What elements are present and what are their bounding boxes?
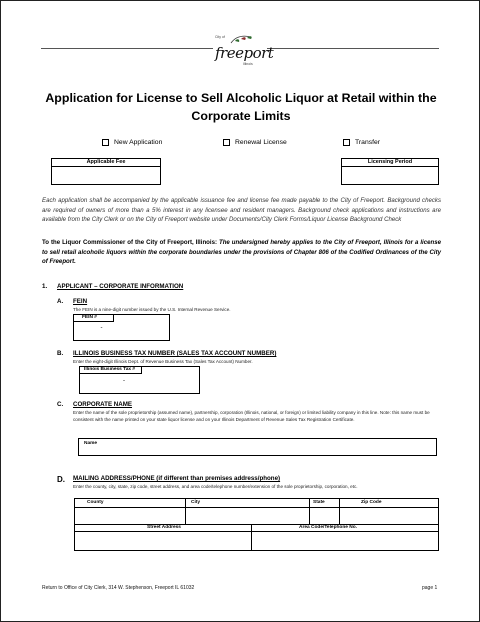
footer-return-address: Return to Office of City Clerk, 314 W. Stephenson, Freeport IL 61032 <box>42 585 195 591</box>
fein-title: FEIN <box>73 298 88 305</box>
tax-description: Enter the eight-digit Illinois Dept. of Revenue Business Tax (Sales Tax Account) Number. <box>73 359 253 364</box>
transfer-option[interactable] <box>343 139 380 146</box>
title-line-2: Corporate Limits <box>191 109 291 123</box>
transfer-label: Transfer <box>355 139 381 146</box>
renewal-license-label: Renewal License <box>235 139 287 146</box>
mailing-col-divider-4 <box>251 524 252 551</box>
zip-label: Zip Code <box>361 500 382 505</box>
footer-page-number: page 1 <box>422 585 438 591</box>
transfer-checkbox[interactable] <box>343 139 350 146</box>
fein-letter: A. <box>57 298 64 305</box>
fein-description: The FEIN is a nine-digit number issued by the U.S. Internal Revenue Service. <box>73 307 231 312</box>
mailing-address-table <box>74 498 439 551</box>
logo-state: Illinois <box>243 62 253 66</box>
new-application-checkbox[interactable] <box>102 139 109 146</box>
page-title <box>1 89 480 125</box>
corporate-name-heading <box>57 401 132 408</box>
mailing-col-divider-2 <box>309 499 310 524</box>
new-application-label: New Application <box>114 139 163 146</box>
zip-input[interactable] <box>341 508 437 523</box>
mailing-title: MAILING ADDRESS/PHONE (if different than premises address/phone) <box>73 475 281 482</box>
logo-rule-right <box>267 48 439 49</box>
applicable-fee-field[interactable] <box>52 167 160 185</box>
tax-title: ILLINOIS BUSINESS TAX NUMBER (SALES TAX ACCOUNT NUMBER) <box>73 350 277 357</box>
tax-heading <box>57 350 276 357</box>
logo-rule-left <box>41 48 213 49</box>
commissioner-body: The undersigned hereby applies to the City of Freeport, Illinois for a license to sell retail alcoholic liquors within the corporate boundaries under the provisions of Chapter 806 of the Codified Ordinances of the City of Freeport. <box>42 239 441 266</box>
licensing-period-box <box>341 158 439 185</box>
tax-field-box <box>79 366 200 394</box>
commissioner-paragraph <box>42 238 441 267</box>
city-label: City <box>191 500 201 505</box>
title-line-1: Application for License to Sell Alcoholic Liquor at Retail within the <box>45 91 437 105</box>
applicable-fee-box <box>51 158 161 185</box>
section-1-title: APPLICANT – CORPORATE INFORMATION <box>57 283 184 290</box>
mailing-col-divider-3 <box>339 499 340 524</box>
corporate-name-label: Name <box>84 441 98 446</box>
corporate-name-letter: C. <box>57 401 64 408</box>
section-1-number: 1. <box>42 283 48 290</box>
new-application-option[interactable] <box>102 139 162 146</box>
fein-field-label: FEIN # <box>74 315 114 322</box>
fein-input[interactable]: - <box>100 325 103 331</box>
renewal-license-option[interactable] <box>223 139 287 146</box>
city-input[interactable] <box>187 508 308 523</box>
mailing-col-divider-1 <box>185 499 186 524</box>
tax-letter: B. <box>57 350 64 357</box>
corporate-name-title: CORPORATE NAME <box>73 401 133 408</box>
mailing-letter: D. <box>57 475 65 484</box>
licensing-period-field[interactable] <box>342 167 438 185</box>
logo-wordmark: freeport <box>215 44 274 62</box>
street-input[interactable] <box>76 532 250 550</box>
intro-paragraph: Each application shall be accompanied by the applicable issuance fee and license fee made payable to the City of Freeport. Background checks are required of owners of more than a 5% interest in any licensee and resident managers. Background check applications and instructions are available from the City Clerk or on the City of Freeport website under Documents/City Clerk Forms/Liquor License Background Check <box>42 197 441 224</box>
phone-input[interactable] <box>253 532 437 550</box>
street-label: Street Address <box>147 525 181 530</box>
state-input[interactable] <box>311 508 338 523</box>
mailing-description: Enter the county, city, state, zip code, street address, and area code/telephone number/extension of the sole proprietorship, corporation, etc. <box>73 484 358 489</box>
state-label: State <box>313 500 325 505</box>
phone-label: Area Code/Telephone No. <box>299 525 358 530</box>
logo-city-of: City of <box>215 35 225 39</box>
renewal-license-checkbox[interactable] <box>223 139 230 146</box>
county-label: County <box>87 500 104 505</box>
licensing-period-label: Licensing Period <box>342 159 438 167</box>
applicable-fee-label: Applicable Fee <box>52 159 160 167</box>
mailing-row-divider <box>75 524 438 525</box>
commissioner-lead: To the Liquor Commissioner of the City of Freeport, Illinois: <box>42 239 218 246</box>
fein-heading <box>57 298 87 305</box>
tax-input[interactable]: - <box>123 378 125 384</box>
county-input[interactable] <box>76 508 184 523</box>
fein-field-box <box>73 314 170 341</box>
corporate-name-field[interactable] <box>78 438 437 456</box>
corporate-name-description: Enter the name of the sole proprietorship (assumed name), partnership, corporation (Illinois, national, or foreign) or limited liability company in this line. Note: this name must be consistent with the name printed on your state liquor license and on your Illinois Department of Revenue Sales Tax Registration Certificate. <box>73 410 430 423</box>
tax-field-label: Illinois Business Tax # <box>80 367 142 374</box>
